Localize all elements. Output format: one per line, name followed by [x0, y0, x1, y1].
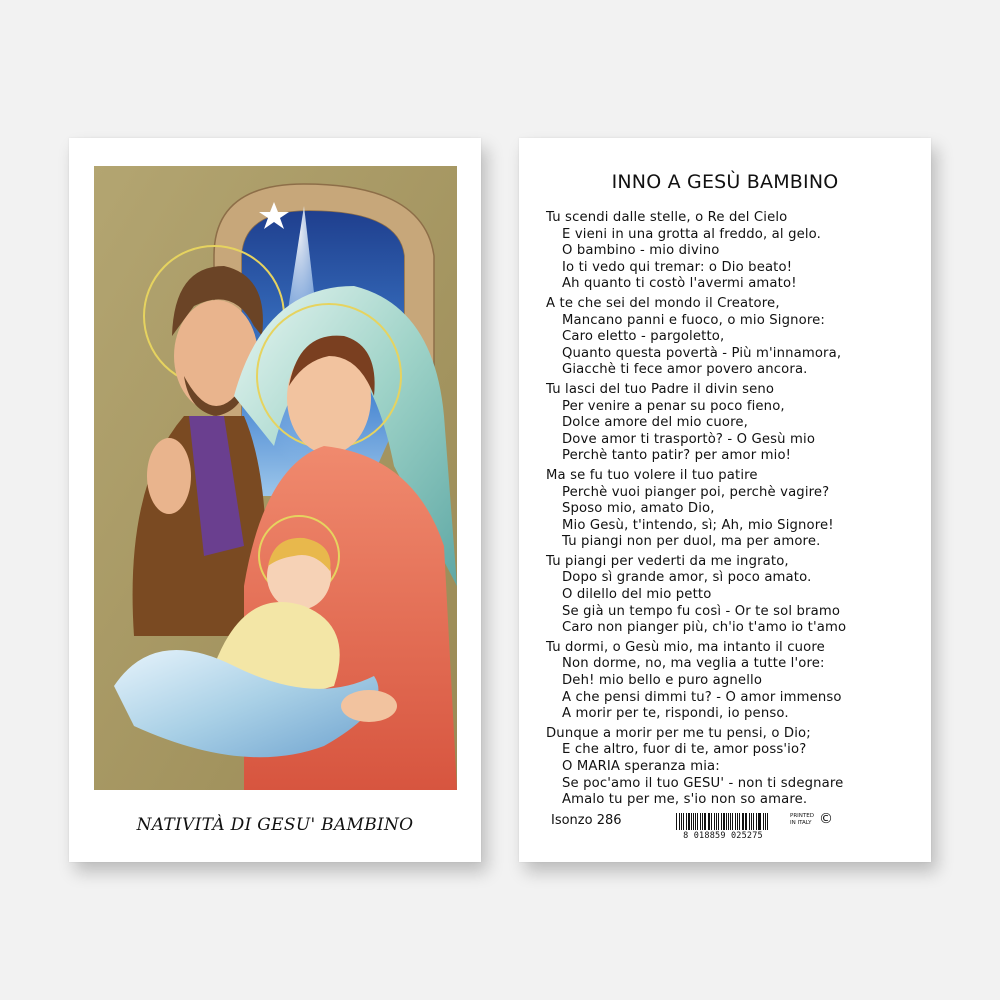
front-caption: NATIVITÀ DI GESU' BAMBINO	[136, 815, 414, 835]
barcode-bar	[753, 813, 754, 830]
barcode-bar	[714, 813, 715, 830]
hymn-title: INNO A GESÙ BAMBINO	[611, 171, 839, 193]
barcode	[676, 813, 770, 841]
barcode-bar	[686, 813, 687, 830]
verse-line: Quanto questa povertà - Più m'innamora,	[562, 345, 842, 361]
barcode-bar	[704, 813, 706, 830]
verse-line: Ah quanto ti costò l'avermi amato!	[562, 276, 797, 292]
barcode-bar	[756, 813, 757, 830]
barcode-bar	[730, 813, 731, 830]
stanza	[546, 554, 916, 637]
verse-line: Perchè vuoi pianger poi, perchè vagire?	[562, 484, 830, 500]
verse-line: E vieni in una grotta al freddo, al gelo.	[562, 226, 821, 242]
barcode-bar	[758, 813, 759, 830]
verse-line: Perchè tanto patir? per amor mio!	[562, 448, 792, 464]
barcode-bar	[767, 813, 768, 830]
printed-line: PRINTED	[790, 813, 814, 819]
barcode-bar	[709, 813, 710, 830]
barcode-bar	[708, 813, 709, 830]
barcode-bar	[759, 813, 761, 830]
barcode-bar	[746, 813, 747, 830]
barcode-bar	[691, 813, 692, 830]
verse-line: Tu piangi per vederti da me ingrato,	[546, 553, 789, 569]
verse-line: Mio Gesù, t'intendo, sì; Ah, mio Signore!	[562, 517, 834, 533]
barcode-bar	[765, 813, 766, 830]
verse-line: Sposo mio, amato Dio,	[562, 501, 715, 517]
barcode-bar	[679, 813, 680, 830]
barcode-bar	[683, 813, 684, 830]
verse-line: Per venire a penar su poco fieno,	[562, 398, 785, 414]
verse-line: Tu lasci del tuo Padre il divin seno	[546, 381, 775, 397]
barcode-bar	[688, 813, 690, 830]
barcode-bar	[681, 813, 682, 830]
verse-line: O dilello del mio petto	[562, 587, 712, 603]
verse-line: Dunque a morir per me tu pensi, o Dio;	[546, 725, 811, 741]
stanza	[546, 296, 916, 379]
barcode-bar	[697, 813, 698, 830]
barcode-bar	[723, 813, 725, 830]
in-italy-line: IN ITALY	[790, 819, 812, 826]
verse-line: A morir per te, rispondi, io penso.	[562, 706, 789, 722]
verse-line: Se poc'amo il tuo GESU' - non ti sdegnare	[562, 775, 844, 791]
verse-line: Giacchè ti fece amor povero ancora.	[562, 362, 808, 378]
verse-line: Deh! mio bello e puro agnello	[562, 673, 763, 689]
barcode-bars	[676, 813, 770, 830]
verse-line: A che pensi dimmi tu? - O amor immenso	[562, 689, 842, 705]
verse-line: Tu scendi dalle stelle, o Re del Cielo	[546, 210, 788, 225]
stanza	[546, 382, 916, 465]
verse-line: Caro eletto - pargoletto,	[562, 329, 725, 345]
barcode-bar	[737, 813, 738, 830]
verse-line: Dolce amore del mio cuore,	[562, 415, 749, 431]
barcode-bar	[763, 813, 764, 830]
barcode-bar	[745, 813, 746, 830]
stanza	[546, 726, 916, 809]
verse-line: Tu piangi non per duol, ma per amore.	[562, 534, 821, 550]
verse-line: Io ti vedo qui tremar: o Dio beato!	[562, 259, 793, 275]
stanza	[546, 468, 916, 551]
front-card	[69, 138, 481, 862]
barcode-bar	[742, 813, 744, 830]
barcode-bar	[695, 813, 696, 830]
back-card	[519, 138, 931, 862]
barcode-bar	[728, 813, 729, 830]
copyright-icon: ©	[819, 811, 833, 827]
verse-line: Ma se fu tuo volere il tuo patire	[546, 467, 758, 483]
product-code: Isonzo 286	[551, 813, 622, 828]
verse-line: Dopo sì grande amor, sì poco amato.	[562, 570, 812, 586]
barcode-bar	[721, 813, 722, 830]
barcode-bar	[751, 813, 752, 830]
verse-line: Non dorme, no, ma veglia a tutte l'ore:	[562, 656, 825, 672]
barcode-bar	[726, 813, 727, 830]
nativity-illustration	[94, 166, 457, 790]
verse-line: Tu dormi, o Gesù mio, ma intanto il cuore	[546, 639, 825, 655]
barcode-bar	[735, 813, 736, 830]
stanza	[546, 210, 916, 293]
verse-line: Dove amor ti trasportò? - O Gesù mio	[562, 431, 816, 447]
verse-line: Se già un tempo fu così - Or te sol bramo	[562, 603, 841, 619]
verse-line: O MARIA speranza mia:	[562, 759, 720, 774]
verse-line: O bambino - mio divino	[562, 243, 720, 259]
barcode-bar	[702, 813, 703, 830]
barcode-number: 8 018859 025275	[683, 831, 763, 841]
barcode-bar	[693, 813, 694, 830]
verse-line: E che altro, fuor di te, amor poss'io?	[562, 742, 807, 758]
verse-line: A te che sei del mondo il Creatore,	[546, 295, 780, 311]
barcode-bar	[711, 813, 712, 830]
barcode-bar	[739, 813, 740, 830]
verse-line: Caro non pianger più, ch'io t'amo io t'amo	[562, 620, 847, 636]
barcode-bar	[718, 813, 719, 830]
nativity-painting	[94, 166, 457, 790]
barcode-bar	[732, 813, 733, 830]
barcode-bar	[716, 813, 717, 830]
printed-in-italy	[790, 813, 814, 826]
barcode-bar	[749, 813, 750, 830]
hymn-verses	[546, 210, 916, 812]
verse-line: Mancano panni e fuoco, o mio Signore:	[562, 312, 825, 328]
stanza	[546, 640, 916, 723]
verse-line: Amalo tu per me, s'io non so amare.	[562, 792, 808, 808]
barcode-bar	[700, 813, 701, 830]
barcode-bar	[676, 813, 677, 830]
